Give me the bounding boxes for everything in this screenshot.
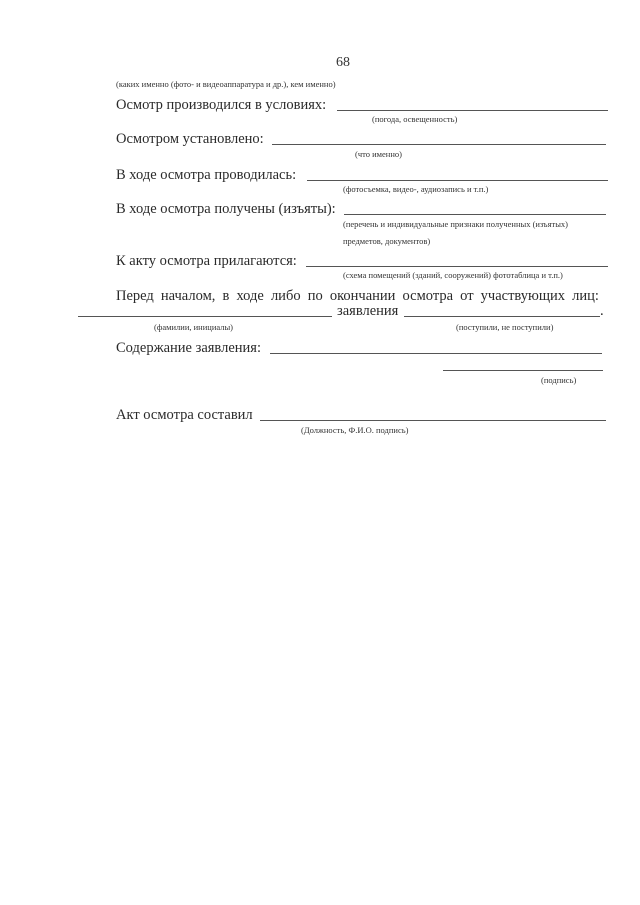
conditions-hint: (погода, освещенность)	[372, 114, 458, 124]
attached-label: К акту осмотра прилагаются:	[116, 253, 297, 269]
statements-text: Перед началом, в ходе либо по окончании осмотра от участвующих лиц:	[116, 288, 599, 304]
statements-names-field[interactable]	[78, 316, 332, 317]
conducted-label: В ходе осмотра проводилась:	[116, 167, 297, 183]
compiled-label: Акт осмотра составил	[116, 407, 253, 423]
content-field[interactable]	[270, 353, 602, 354]
statements-status-hint: (поступили, не поступили)	[456, 322, 554, 332]
signature-field[interactable]	[443, 370, 603, 371]
attached-field[interactable]	[306, 266, 608, 267]
statements-word: заявления	[337, 303, 399, 319]
statements-names-hint: (фамилии, инициалы)	[154, 322, 234, 332]
top-hint: (каких именно (фото- и видеоаппаратура и др.), кем именно)	[116, 79, 336, 89]
content-label: Содержание заявления:	[116, 340, 261, 356]
attached-hint: (схема помещений (зданий, сооружений) фототаблица и т.п.)	[343, 270, 563, 280]
conducted-hint: (фотосъемка, видео-, аудиозапись и т.п.)	[343, 184, 489, 194]
page-number: 68	[336, 55, 350, 70]
obtained-hint-line1: (перечень и индивидуальные признаки полученных (изъятых)	[343, 219, 568, 229]
established-field[interactable]	[272, 144, 606, 145]
conditions-field[interactable]	[337, 110, 608, 111]
conducted-field[interactable]	[307, 180, 608, 181]
established-label: Осмотром установлено:	[116, 131, 264, 147]
obtained-hint-line2: предметов, документов)	[343, 236, 431, 246]
signature-hint: (подпись)	[541, 375, 577, 385]
obtained-field[interactable]	[344, 214, 606, 215]
compiled-field[interactable]	[260, 420, 606, 421]
conditions-label: Осмотр производился в условиях:	[116, 97, 327, 113]
obtained-label: В ходе осмотра получены (изъяты):	[116, 201, 336, 217]
statements-period: .	[600, 303, 604, 319]
statements-status-field[interactable]	[404, 316, 600, 317]
compiled-hint: (Должность, Ф.И.О. подпись)	[301, 425, 409, 435]
established-hint: (что именно)	[355, 149, 402, 159]
